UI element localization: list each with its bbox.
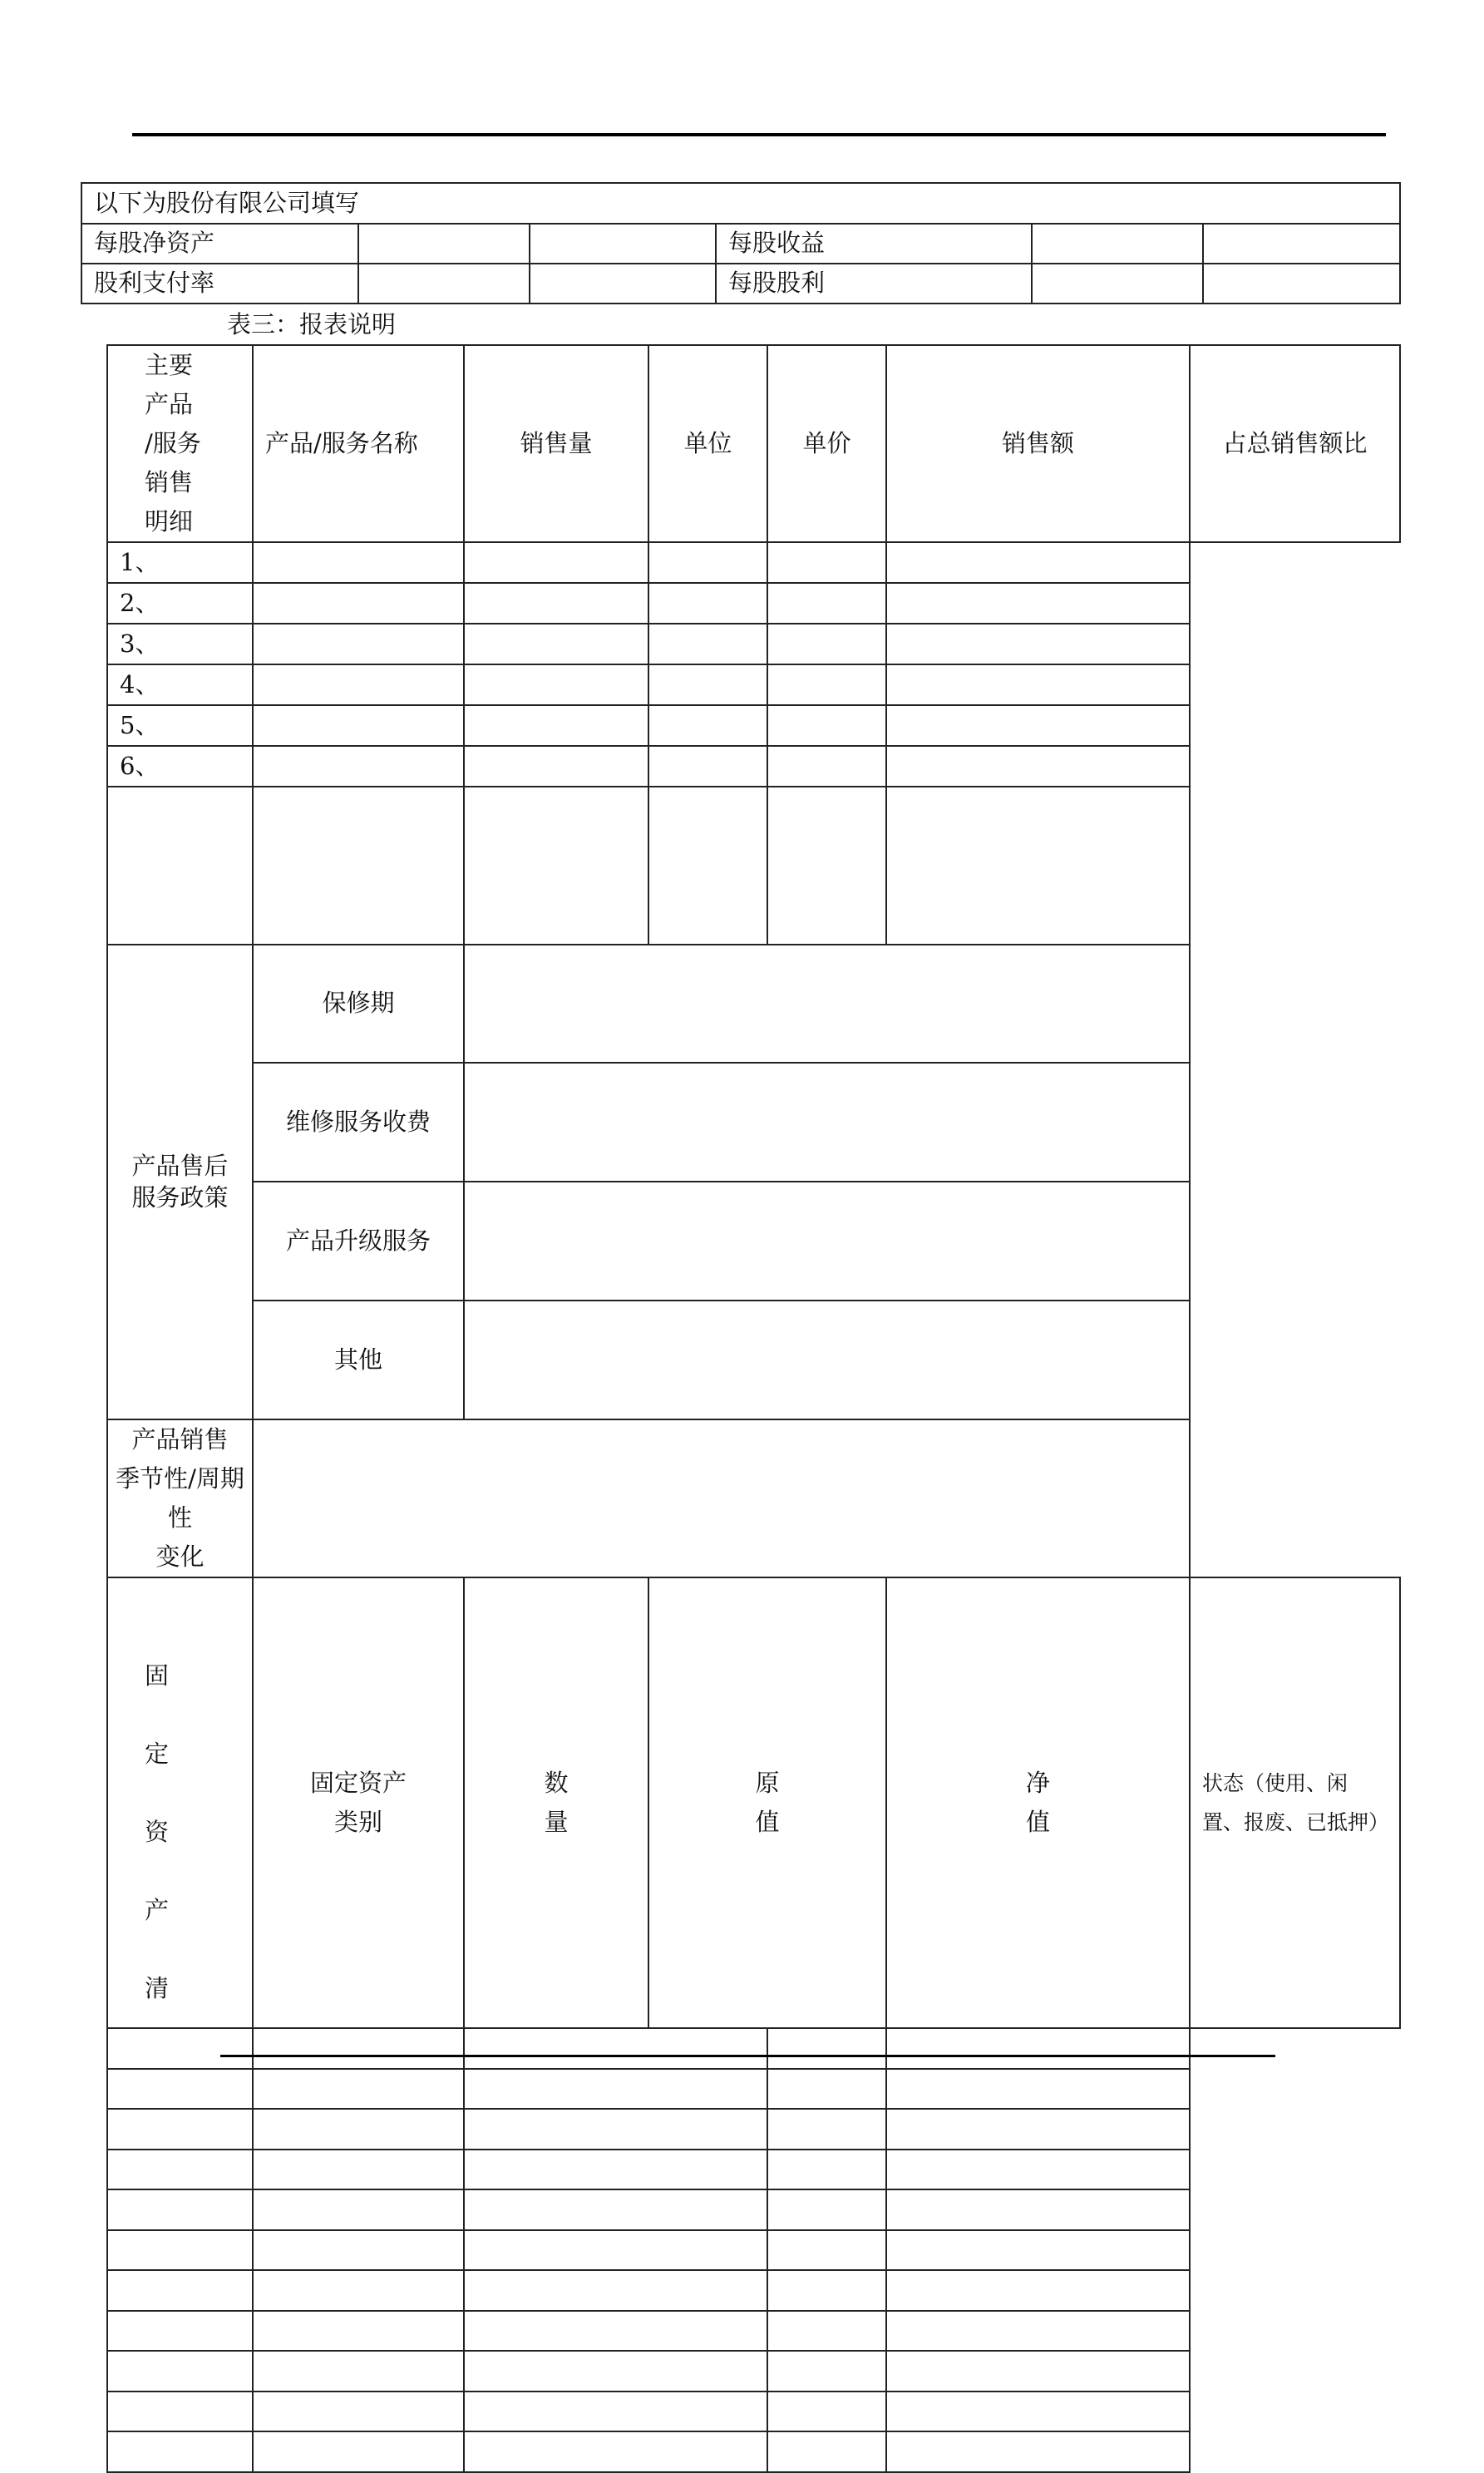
input-cell[interactable] bbox=[648, 624, 767, 664]
input-cell[interactable] bbox=[464, 2270, 767, 2311]
table-row bbox=[107, 583, 1400, 624]
input-cell[interactable] bbox=[767, 2431, 886, 2472]
header-original-value: 原 值 bbox=[648, 1577, 886, 2028]
assets-char: 固 bbox=[145, 1661, 170, 1690]
header-unit: 单位 bbox=[648, 345, 767, 542]
input-cell[interactable] bbox=[253, 2392, 464, 2432]
input-cell[interactable] bbox=[767, 787, 886, 945]
input-cell[interactable] bbox=[107, 2431, 253, 2472]
repair-fee-input[interactable] bbox=[464, 1063, 1190, 1182]
input-cell[interactable] bbox=[464, 2351, 767, 2392]
item-number[interactable]: 6、 bbox=[107, 746, 253, 787]
upgrade-service-input[interactable] bbox=[464, 1182, 1190, 1301]
input-cell[interactable] bbox=[253, 624, 464, 664]
other-label: 其他 bbox=[253, 1301, 464, 1419]
input-cell[interactable] bbox=[358, 264, 530, 304]
earnings-per-share-label: 每股收益 bbox=[716, 224, 1032, 264]
input-cell[interactable] bbox=[107, 2230, 253, 2271]
seasonal-label: 产品销售 季节性/周期性 变化 bbox=[107, 1419, 253, 1577]
input-cell[interactable] bbox=[767, 2351, 886, 2392]
header-asset-category: 固定资产 类别 bbox=[253, 1577, 464, 2028]
assets-char: 清 bbox=[145, 1974, 170, 2002]
input-cell[interactable] bbox=[464, 624, 648, 664]
input-cell[interactable] bbox=[767, 624, 886, 664]
upgrade-service-label: 产品升级服务 bbox=[253, 1182, 464, 1301]
input-cell[interactable] bbox=[253, 787, 464, 945]
header-sales-volume: 销售量 bbox=[464, 345, 648, 542]
input-cell[interactable] bbox=[886, 2311, 1190, 2352]
input-cell[interactable] bbox=[464, 2069, 767, 2110]
input-cell[interactable] bbox=[886, 2189, 1190, 2230]
input-cell[interactable] bbox=[886, 2150, 1190, 2190]
input-cell[interactable] bbox=[767, 2270, 886, 2311]
header-quantity: 数 量 bbox=[464, 1577, 648, 2028]
input-cell[interactable] bbox=[107, 2270, 253, 2311]
table-row bbox=[107, 2109, 1400, 2150]
input-cell[interactable] bbox=[886, 624, 1190, 664]
warranty-label: 保修期 bbox=[253, 945, 464, 1063]
table-row bbox=[107, 2270, 1400, 2311]
input-cell[interactable] bbox=[1032, 224, 1203, 264]
input-cell[interactable] bbox=[107, 2311, 253, 2352]
input-cell[interactable] bbox=[530, 264, 716, 304]
table-row bbox=[107, 746, 1400, 787]
input-cell[interactable] bbox=[253, 746, 464, 787]
input-cell[interactable] bbox=[767, 2028, 886, 2069]
input-cell[interactable] bbox=[767, 583, 886, 624]
input-cell[interactable] bbox=[358, 224, 530, 264]
input-cell[interactable] bbox=[1032, 264, 1203, 304]
table-caption: 表三：报表说明 bbox=[227, 310, 397, 338]
report-table bbox=[106, 344, 1401, 2473]
input-cell[interactable] bbox=[464, 2392, 767, 2432]
item-number[interactable]: 2、 bbox=[107, 583, 253, 624]
input-cell[interactable] bbox=[767, 2392, 886, 2432]
table-row bbox=[107, 664, 1400, 705]
sales-section-label: 主要 产品 /服务 销售 明细 bbox=[107, 345, 253, 542]
input-cell[interactable] bbox=[253, 2351, 464, 2392]
input-cell[interactable] bbox=[253, 2230, 464, 2271]
table-row bbox=[107, 542, 1400, 583]
input-cell[interactable] bbox=[464, 2150, 767, 2190]
input-cell[interactable] bbox=[648, 787, 767, 945]
input-cell[interactable] bbox=[107, 2189, 253, 2230]
input-cell[interactable] bbox=[648, 583, 767, 624]
header-unit-price: 单价 bbox=[767, 345, 886, 542]
header-sales-amount: 销售额 bbox=[886, 345, 1190, 542]
item-number[interactable]: 3、 bbox=[107, 624, 253, 664]
input-cell[interactable] bbox=[464, 2311, 767, 2352]
table-row bbox=[107, 2431, 1400, 2472]
input-cell[interactable] bbox=[1203, 224, 1400, 264]
input-cell[interactable] bbox=[253, 2069, 464, 2110]
input-cell[interactable] bbox=[648, 746, 767, 787]
warranty-input[interactable] bbox=[464, 945, 1190, 1063]
input-cell[interactable] bbox=[886, 705, 1190, 746]
input-cell[interactable] bbox=[767, 542, 886, 583]
input-cell[interactable] bbox=[1203, 264, 1400, 304]
input-cell[interactable] bbox=[886, 746, 1190, 787]
table-row bbox=[107, 705, 1400, 746]
input-cell[interactable] bbox=[767, 746, 886, 787]
header-product-name: 产品/服务名称 bbox=[253, 345, 464, 542]
header-rule bbox=[132, 133, 1386, 136]
table-row bbox=[107, 2189, 1400, 2230]
input-cell[interactable] bbox=[886, 787, 1190, 945]
input-cell[interactable] bbox=[107, 2351, 253, 2392]
input-cell[interactable] bbox=[253, 2028, 464, 2069]
table-row bbox=[107, 2351, 1400, 2392]
input-cell[interactable] bbox=[464, 787, 648, 945]
joint-stock-title: 以下为股份有限公司填写 bbox=[81, 183, 1400, 224]
input-cell[interactable] bbox=[107, 2392, 253, 2432]
input-cell[interactable] bbox=[886, 2109, 1190, 2150]
table-row bbox=[107, 2311, 1400, 2352]
input-cell[interactable] bbox=[767, 2230, 886, 2271]
input-cell[interactable] bbox=[107, 787, 253, 945]
input-cell[interactable] bbox=[767, 2150, 886, 2190]
input-cell[interactable] bbox=[648, 542, 767, 583]
input-cell[interactable] bbox=[648, 664, 767, 705]
after-sales-label: 产品售后 服务政策 bbox=[107, 945, 253, 1419]
table-row bbox=[107, 2230, 1400, 2271]
assets-char: 产 bbox=[145, 1896, 170, 1924]
input-cell[interactable] bbox=[886, 542, 1190, 583]
input-cell[interactable] bbox=[464, 2028, 767, 2069]
input-cell[interactable] bbox=[464, 2189, 767, 2230]
footer-rule bbox=[220, 2055, 1275, 2057]
input-cell[interactable] bbox=[253, 664, 464, 705]
input-cell[interactable] bbox=[253, 2189, 464, 2230]
table-row bbox=[107, 2392, 1400, 2432]
input-cell[interactable] bbox=[886, 2028, 1190, 2069]
input-cell[interactable] bbox=[107, 2069, 253, 2110]
input-cell[interactable] bbox=[464, 664, 648, 705]
table-row bbox=[107, 624, 1400, 664]
input-cell[interactable] bbox=[107, 2109, 253, 2150]
input-cell[interactable] bbox=[253, 2150, 464, 2190]
input-cell[interactable] bbox=[886, 664, 1190, 705]
input-cell[interactable] bbox=[253, 2270, 464, 2311]
other-input[interactable] bbox=[464, 1301, 1190, 1419]
item-number[interactable]: 5、 bbox=[107, 705, 253, 746]
input-cell[interactable] bbox=[253, 2109, 464, 2150]
table-row bbox=[107, 2028, 1400, 2069]
input-cell[interactable] bbox=[464, 2431, 767, 2472]
input-cell[interactable] bbox=[464, 705, 648, 746]
input-cell[interactable] bbox=[886, 2069, 1190, 2110]
input-cell[interactable] bbox=[886, 583, 1190, 624]
input-cell[interactable] bbox=[886, 2351, 1190, 2392]
input-cell[interactable] bbox=[530, 224, 716, 264]
input-cell[interactable] bbox=[464, 746, 648, 787]
input-cell[interactable] bbox=[767, 2069, 886, 2110]
input-cell[interactable] bbox=[886, 2270, 1190, 2311]
input-cell[interactable] bbox=[253, 583, 464, 624]
input-cell[interactable] bbox=[464, 583, 648, 624]
item-number[interactable]: 1、 bbox=[107, 542, 253, 583]
joint-stock-table bbox=[81, 182, 1401, 304]
input-cell[interactable] bbox=[464, 542, 648, 583]
table-row bbox=[107, 2069, 1400, 2110]
assets-section-label bbox=[107, 1577, 253, 2028]
input-cell[interactable] bbox=[107, 2028, 253, 2069]
input-cell[interactable] bbox=[464, 2230, 767, 2271]
payout-ratio-label: 股利支付率 bbox=[81, 264, 358, 304]
input-cell[interactable] bbox=[253, 542, 464, 583]
input-cell[interactable] bbox=[253, 2311, 464, 2352]
input-cell[interactable] bbox=[253, 2431, 464, 2472]
input-cell[interactable] bbox=[886, 2431, 1190, 2472]
input-cell[interactable] bbox=[253, 705, 464, 746]
header-sales-share: 占总销售额比 bbox=[1190, 345, 1400, 542]
net-assets-per-share-label: 每股净资产 bbox=[81, 224, 358, 264]
input-cell[interactable] bbox=[767, 664, 886, 705]
header-status: 状态（使用、闲 置、报废、已抵押） bbox=[1190, 1577, 1400, 2028]
input-cell[interactable] bbox=[767, 705, 886, 746]
table-row bbox=[107, 2150, 1400, 2190]
input-cell[interactable] bbox=[767, 2109, 886, 2150]
input-cell[interactable] bbox=[767, 2311, 886, 2352]
assets-char: 定 bbox=[145, 1740, 170, 1768]
item-number[interactable]: 4、 bbox=[107, 664, 253, 705]
seasonal-input[interactable] bbox=[253, 1419, 1190, 1577]
input-cell[interactable] bbox=[767, 2189, 886, 2230]
input-cell[interactable] bbox=[886, 2230, 1190, 2271]
header-net-value: 净 值 bbox=[886, 1577, 1190, 2028]
assets-char: 资 bbox=[145, 1818, 170, 1846]
input-cell[interactable] bbox=[886, 2392, 1190, 2432]
input-cell[interactable] bbox=[648, 705, 767, 746]
dividend-per-share-label: 每股股利 bbox=[716, 264, 1032, 304]
input-cell[interactable] bbox=[107, 2150, 253, 2190]
repair-fee-label: 维修服务收费 bbox=[253, 1063, 464, 1182]
input-cell[interactable] bbox=[464, 2109, 767, 2150]
